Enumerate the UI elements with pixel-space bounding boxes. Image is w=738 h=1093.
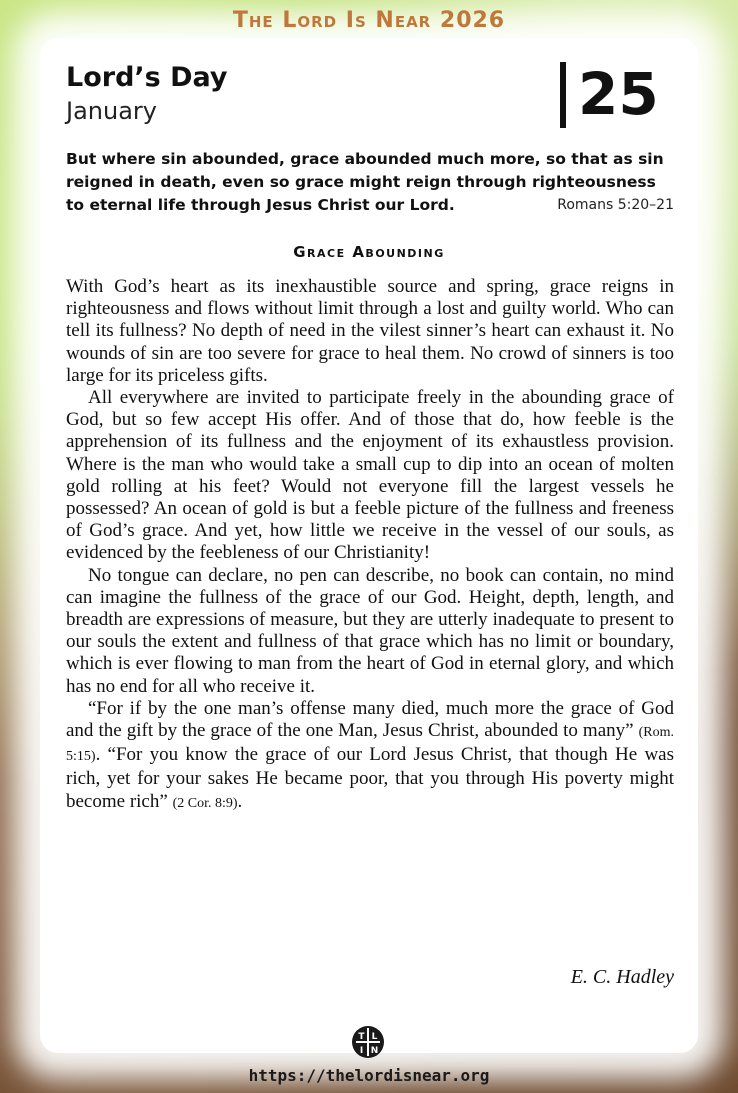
month: January xyxy=(66,97,157,125)
scripture-ref: (Rom. 5:15) xyxy=(66,725,675,765)
date-divider xyxy=(560,62,566,128)
scripture-ref: (2 Cor. 8:9) xyxy=(172,795,238,811)
svg-text:I: I xyxy=(359,1046,364,1056)
article-body xyxy=(66,276,674,815)
author-signature: E. C. Hadley xyxy=(570,966,674,988)
tlin-logo xyxy=(351,1025,385,1059)
article-title: Grace Abounding xyxy=(293,243,445,261)
paragraph: No tongue can declare, no pen can describe, no book can contain, no mind can imagine the fullness of the grace of our God. Height, depth, length, and breadth are expressions of measure, but they are utterly inadequate to present to our souls the extent and fullness of that grace which has no limit or boundary, which is ever flowing to man from the heart of God in eternal glory, and which has no end for all who receive it. xyxy=(66,564,674,697)
period: . xyxy=(237,790,243,812)
svg-text:T: T xyxy=(358,1032,365,1042)
verse-text: But where sin abounded, grace abounded much more, so that as sin reigned in death, even so grace might reign through righteousness to eternal life through Jesus Christ our Lord. xyxy=(66,150,664,214)
verse-reference: Romans 5:20–21 xyxy=(557,197,674,213)
publication-title: The Lord Is Near 2026 xyxy=(232,8,506,33)
quote: “For if by the one man’s offense many died, much more the grace of God and the gift by the grace of the one Man, Jesus Christ, abounded to many” xyxy=(66,697,674,742)
scripture-verse xyxy=(66,148,674,217)
quote: . “For you know the grace of our Lord Jesus Christ, that though He was rich, yet for your sakes He became poor, that you through His poverty might become rich” xyxy=(66,744,674,812)
day-number: 25 xyxy=(578,60,659,128)
day-name: Lord’s Day xyxy=(66,62,228,93)
paragraph: All everywhere are invited to participate freely in the abounding grace of God, but so few accept His offer. And of those that do, how feeble is the apprehension of its fullness and the enjoyment of its exhaustless provision. Where is the man who would take a small cup to dip into an ocean of molten gold rolling at his feet? Would not everyone fill the largest vessels he possessed? An ocean of gold is but a feeble picture of the fullness and freeness of God’s grace. And yet, how little we receive in the vessel of our souls, as evidenced by the feebleness of our Christianity! xyxy=(66,387,674,564)
paragraph xyxy=(66,698,674,815)
website-link[interactable]: https://thelordisnear.org xyxy=(248,1066,490,1085)
paragraph: With God’s heart as its inexhaustible source and spring, grace reigns in righteousness and flows without limit through a lost and guilty world. Who can tell its fullness? No depth of need in the vilest sinner’s heart can exhaust it. No wounds of sin are too severe for grace to heal them. No crowd of sinners is too large for its priceless gifts. xyxy=(66,276,674,386)
svg-text:N: N xyxy=(370,1046,379,1056)
svg-text:L: L xyxy=(371,1032,378,1042)
